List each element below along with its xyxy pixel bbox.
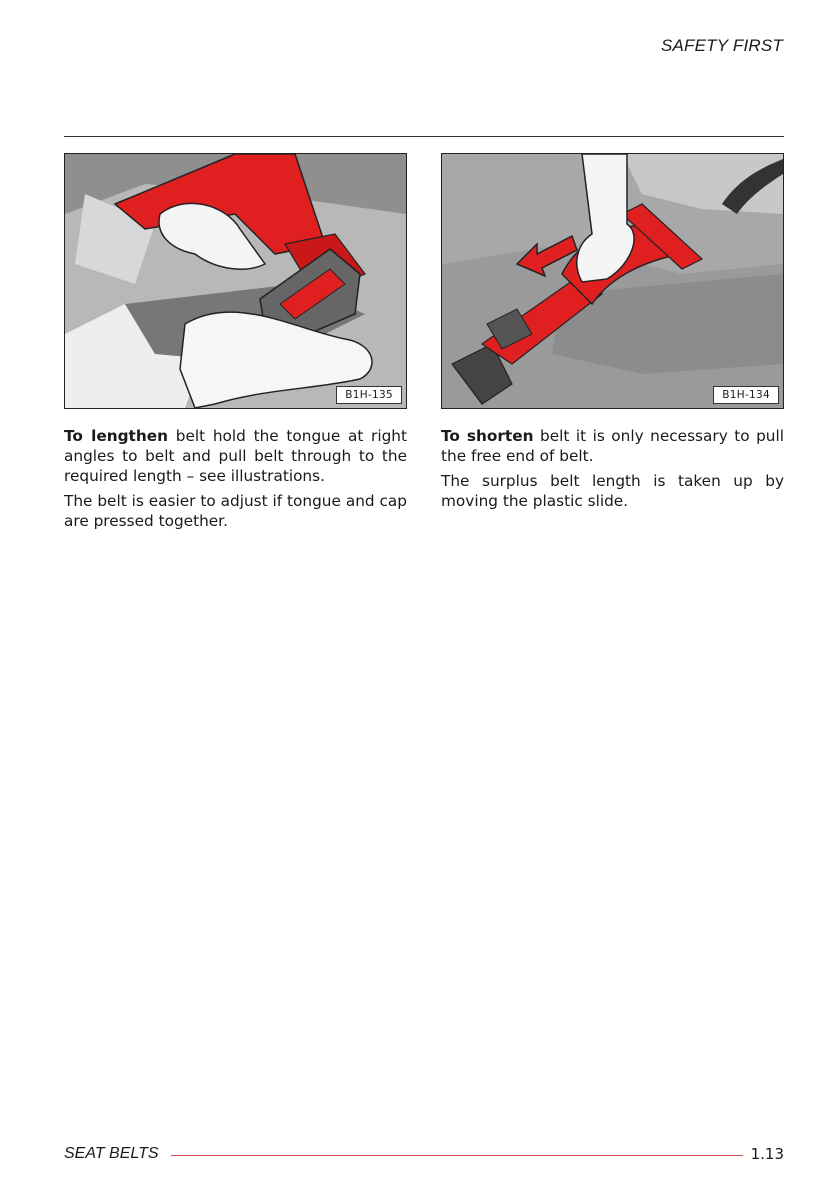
footer-rule — [171, 1155, 743, 1156]
footer-section-title: SEAT BELTS — [64, 1145, 159, 1162]
figure-lengthen-belt — [64, 153, 407, 409]
paragraph: The surplus belt length is taken up by moving the plastic slide. — [441, 472, 784, 510]
header-rule — [64, 136, 784, 137]
term-lengthen: To lengthen — [64, 427, 169, 445]
text-column-right — [441, 426, 784, 516]
illustration-lengthen — [65, 154, 406, 408]
figure-label: B1H-134 — [713, 386, 779, 404]
page-footer — [64, 1144, 784, 1164]
text-column-left — [64, 426, 407, 536]
term-shorten: To shorten — [441, 427, 534, 445]
paragraph — [441, 426, 784, 466]
paragraph-text: belt hold the tongue at right angles to belt and pull belt through to the required length – see illustrations. — [64, 427, 408, 485]
paragraph — [64, 426, 407, 486]
figure-label: B1H-135 — [336, 386, 402, 404]
running-header: SAFETY FIRST — [660, 36, 783, 55]
paragraph-text: belt it is only necessary to pull the free end of belt. — [441, 427, 784, 465]
figure-shorten-belt — [441, 153, 784, 409]
page-number: 1.13 — [750, 1145, 784, 1163]
paragraph: The belt is easier to adjust if tongue and cap are pressed together. — [64, 492, 407, 530]
illustration-shorten — [442, 154, 783, 408]
